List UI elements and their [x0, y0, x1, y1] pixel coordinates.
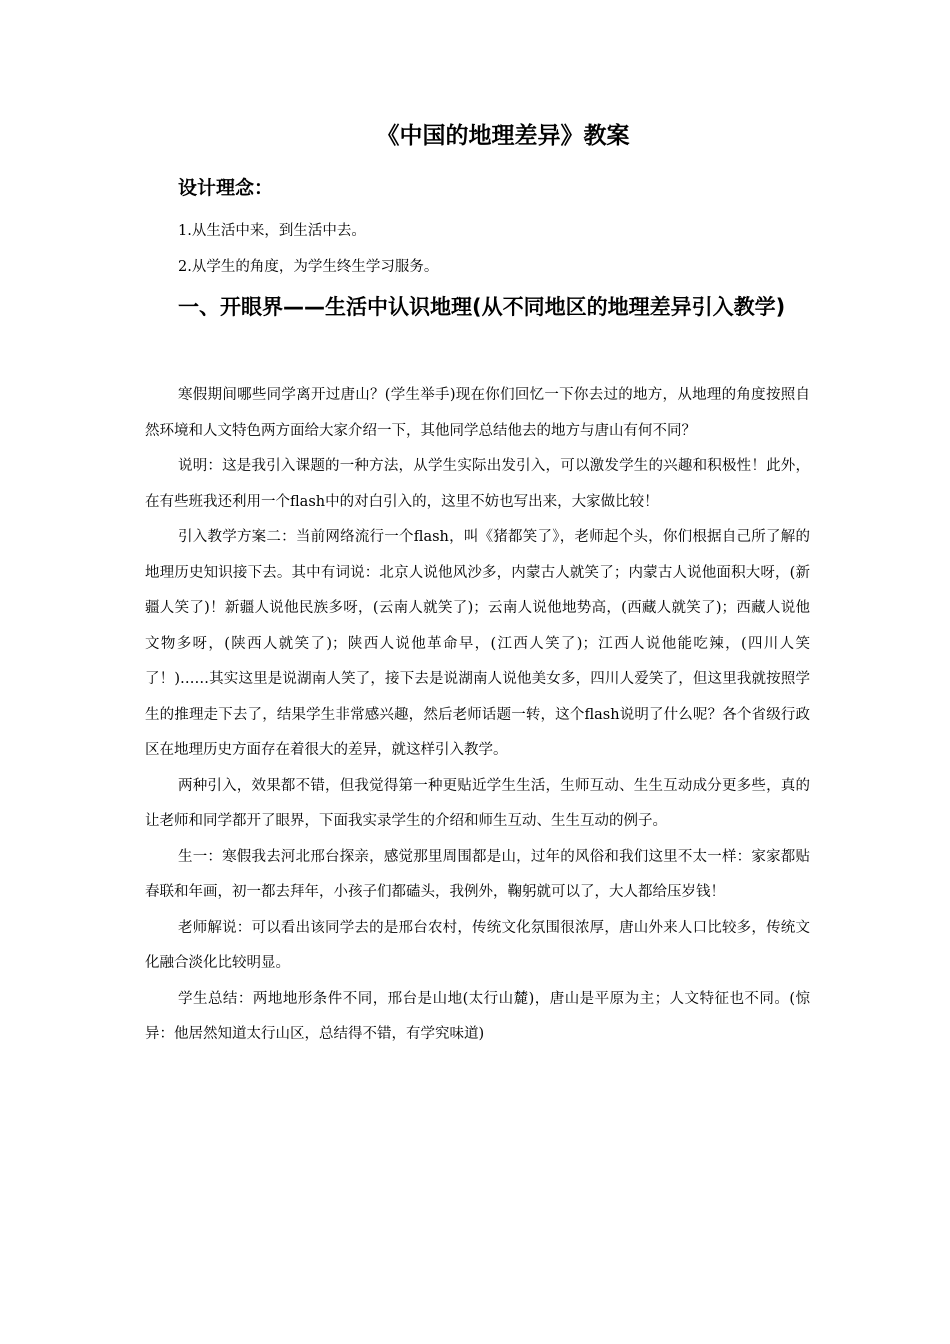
document-title: 《中国的地理差异》教案: [376, 123, 630, 149]
paragraph: 两种引入，效果都不错，但我觉得第一种更贴近学生生活，生师互动、生生互动成分更多些，真的让老师和同学都开了眼界，下面我实录学生的介绍和师生互动、生生互动的例子。: [145, 777, 810, 829]
paragraph: 说明：这是我引入课题的一种方法，从学生实际出发引入，可以激发学生的兴趣和积极性！此外，在有些班我还利用一个flash中的对白引入的，这里不妨也写出来，大家做比较！: [145, 458, 810, 510]
design-item-2: 2.从学生的角度，为学生终生学习服务。: [178, 259, 439, 275]
paragraph: 寒假期间哪些同学离开过唐山？(学生举手)现在你们回忆一下你去过的地方，从地理的角度按照自然环境和人文特色两方面给大家介绍一下，其他同学总结他去的地方与唐山有何不同？: [145, 387, 810, 439]
paragraph: 老师解说：可以看出该同学去的是邢台农村，传统文化氛围很浓厚，唐山外来人口比较多，传统文化融合淡化比较明显。: [145, 919, 810, 971]
design-heading: 设计理念：: [178, 177, 274, 199]
paragraph: 生一：寒假我去河北邢台探亲，感觉那里周围都是山，过年的风俗和我们这里不太一样：家家都贴春联和年画，初一都去拜年，小孩子们都磕头，我例外，鞠躬就可以了，大人都给压岁钱！: [145, 848, 810, 900]
section-heading: 一、开眼界——生活中认识地理(从不同地区的地理差异引入教学): [178, 295, 786, 319]
design-item-1: 1.从生活中来，到生活中去。: [178, 223, 366, 239]
paragraph: 学生总结：两地地形条件不同，邢台是山地(太行山麓)，唐山是平原为主；人文特征也不同。(惊异：他居然知道太行山区，总结得不错，有学究味道): [145, 990, 810, 1042]
paragraph: 引入教学方案二：当前网络流行一个flash，叫《猪都笑了》，老师起个头，你们根据自己所了解的地理历史知识接下去。其中有词说：北京人说他风沙多，内蒙古人就笑了；内蒙古人说他面积大呀，(新疆人笑了)！新疆人说他民族多呀，(云南人就笑了)；云南人说他地势高，(西藏人就笑了)；西藏人说他文物多呀，(陕西人就笑了)；陕西人说他革命早，(江西人笑了)；江西人说他能吃辣，(四川人笑了！)……其实这里是说湖南人笑了，接下去是说湖南人说他美女多，四川人爱笑了，但这里我就按照学生的推理走下去了，结果学生非常感兴趣，然后老师话题一转，这个flash说明了什么呢？各个省级行政区在地理历史方面存在着很大的差异，就这样引入教学。: [145, 529, 810, 758]
document-body: [145, 378, 810, 1053]
